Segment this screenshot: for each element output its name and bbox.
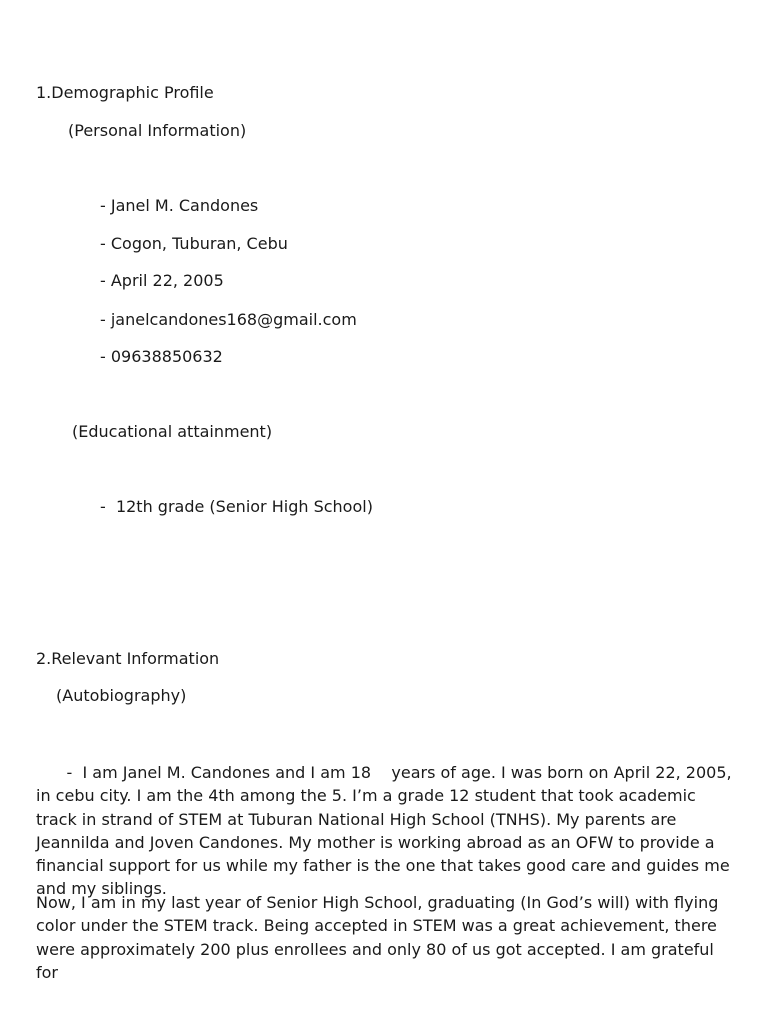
education-item-grade: - 12th grade (Senior High School) — [100, 497, 373, 516]
personal-item-address: - Cogon, Tuburan, Cebu — [100, 234, 288, 253]
autobiography-paragraph-1: - I am Janel M. Candones and I am 18 years of age. I was born on April 22, 2005, in cebu city. I am the 4th among the 5. I’m a grade 12 student that took academic track in strand of STEM at Tuburan National High School (TNHS). My parents are Jeannilda and Joven Candones. My mother is working abroad as an OFW to provide a financial support for us while my father is the one that takes good care and guides me and my siblings. — [36, 763, 737, 899]
educational-attainment-label: (Educational attainment) — [72, 422, 273, 441]
autobiography-paragraph-2: Now, I am in my last year of Senior High School, graduating (In God’s will) with flying color under the STEM track. Being accepted in STEM was a great achievement, there were approximately 200 plus enrollees and only 80 of us got accepted. I am grateful for — [36, 893, 719, 982]
personal-item-birthdate: - April 22, 2005 — [100, 271, 224, 290]
section-heading-demographic: 1.Demographic Profile — [36, 83, 214, 102]
personal-information-label: (Personal Information) — [68, 121, 247, 140]
personal-item-phone: - 09638850632 — [100, 347, 223, 366]
section-heading-relevant-information: 2.Relevant Information — [36, 649, 220, 668]
autobiography-label: (Autobiography) — [56, 686, 187, 705]
personal-item-name: - Janel M. Candones — [100, 196, 259, 215]
personal-item-email: - janelcandones168@gmail.com — [100, 310, 357, 329]
